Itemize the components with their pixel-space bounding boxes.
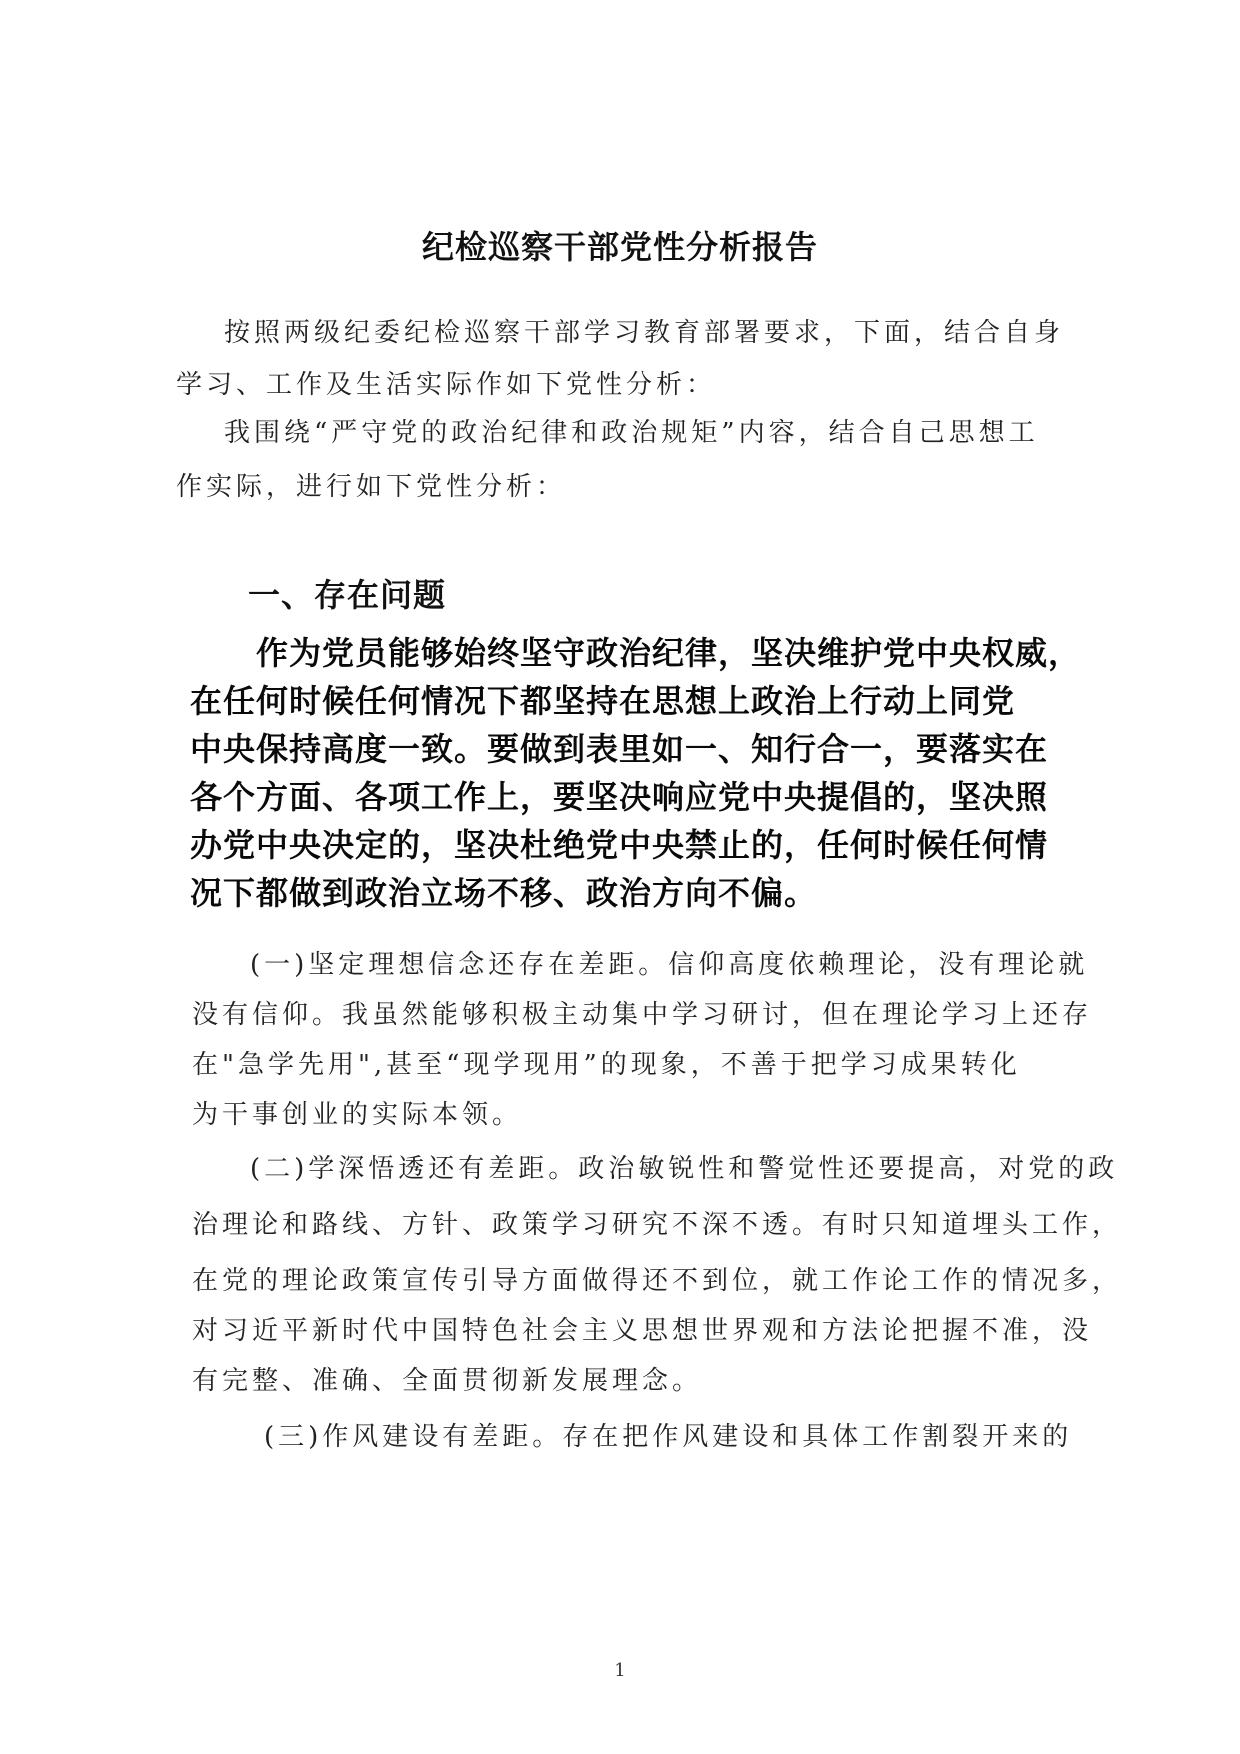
text-line: 为干事创业的实际本领。 [192,1100,523,1130]
document-title: 纪检巡察干部党性分析报告 [421,228,818,266]
text-line: 没有信仰。我虽然能够积极主动集中学习研讨，但在理论学习上还存 [192,1000,1093,1030]
text-line: 我围绕“严守党的政治纪律和政治规矩”内容，结合自己思想工 [224,418,1039,448]
text-line: (一)坚定理想信念还存在差距。信仰高度依赖理论，没有理论就 [250,950,1089,980]
text-line: 况下都做到政治立场不移、政治方向不偏。 [190,874,818,912]
text-line: 作为党员能够始终坚守政治纪律，坚决维护党中央权威， [256,634,1082,672]
text-line: 在"急学先用",甚至“现学现用”的现象，不善于把学习成果转化 [192,1050,1021,1080]
section-heading: 一、存在问题 [248,576,447,614]
text-line: 学习、工作及生活实际作如下党性分析： [176,370,717,400]
text-line: 办党中央决定的，坚决杜绝党中央禁止的，任何时候任何情 [190,826,1049,864]
page-number: 1 [614,1660,626,1681]
text-line: (二)学深悟透还有差距。政治敏锐性和警觉性还要提高，对党的政 [250,1154,1119,1184]
text-line: 在党的理论政策宣传引导方面做得还不到位，就工作论工作的情况多， [192,1266,1123,1296]
text-line: 治理论和路线、方针、政策学习研究不深不透。有时只知道埋头工作， [192,1210,1123,1240]
text-line: 按照两级纪委纪检巡察干部学习教育部署要求，下面，结合自身 [224,318,1065,348]
text-line: 在任何时候任何情况下都坚持在思想上政治上行动上同党 [190,682,1016,720]
text-line: 有完整、准确、全面贯彻新发展理念。 [192,1366,703,1396]
text-line: 对习近平新时代中国特色社会主义思想世界观和方法论把握不准，没 [192,1316,1093,1346]
text-line: 各个方面、各项工作上，要坚决响应党中央提倡的，坚决照 [190,778,1049,816]
text-line: 中央保持高度一致。要做到表里如一、知行合一，要落实在 [190,730,1049,768]
text-line: 作实际，进行如下党性分析： [176,472,567,502]
text-line: (三)作风建设有差距。存在把作风建设和具体工作割裂开来的 [264,1422,1073,1452]
